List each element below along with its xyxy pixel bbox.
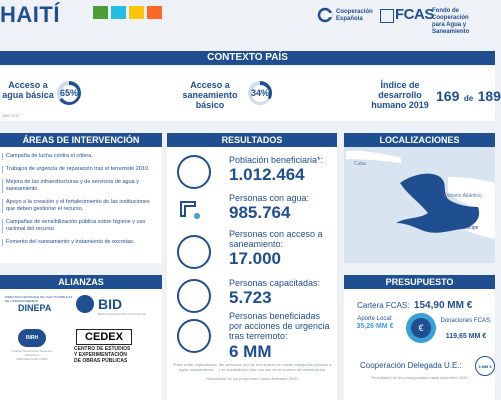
- agua-label: Acceso a agua básica: [2, 80, 54, 100]
- result-value: 5.723: [229, 288, 272, 307]
- contexto-source: JMP 2017: [2, 113, 20, 118]
- bid-logo: BID: [98, 296, 123, 312]
- aporte-value: 35,26 MM €: [356, 323, 394, 330]
- sdg-6-icon: [111, 6, 126, 19]
- areas-title: ÁREAS DE INTERVENCIÓN: [0, 133, 162, 147]
- cartera-fcas: Cartera FCAS: 154,90 MM €: [357, 300, 473, 311]
- dinepa-logo: DINEPA: [18, 303, 52, 313]
- presupuesto-source: Resultados de los presupuestos hasta diciembre 2020: [371, 375, 468, 380]
- alianzas-title: ALIANZAS: [0, 275, 162, 289]
- resultados-source: Resultados de los programas hasta diciembre 2020: [206, 376, 298, 381]
- euro-icon: €: [411, 318, 431, 338]
- sdg-3-icon: [93, 6, 108, 19]
- fcas-logo-icon: [380, 9, 394, 23]
- inrh-country: REPÚBLICA DE CUBA: [16, 357, 48, 361]
- resultados-title: RESULTADOS: [167, 133, 337, 147]
- training-icon: [177, 279, 211, 313]
- contexto-title: CONTEXTO PAÍS: [0, 51, 495, 65]
- sdg-9-icon: [147, 6, 162, 19]
- fcas-subtitle: Fondo de Cooperación para Agua y Saneamiento: [432, 8, 470, 35]
- idh-rank: 169 de 189: [436, 88, 501, 104]
- haiti-map: [344, 147, 495, 263]
- result-value: 1.012.464: [229, 165, 305, 184]
- inrh-logo: INRH: [18, 329, 46, 347]
- areas-panel: [0, 147, 162, 263]
- saneamiento-label: Acceso a saneamiento básico: [182, 80, 238, 110]
- sdg-7-icon: [129, 6, 144, 19]
- budget-donut: [406, 313, 436, 343]
- country-title: HAITÍ: [0, 2, 60, 27]
- sanitation-icon: [177, 235, 211, 269]
- donaciones-value: 119,65 MM €: [445, 333, 487, 340]
- bid-sub: Banco Interamericano de Desarrollo: [98, 312, 147, 316]
- list-item: Campañas de sensibilización pública sobre higiene y uso racional del recurso.: [2, 219, 152, 233]
- result-label: Personas beneficiadas por acciones de urgencia tras terremoto:: [229, 311, 330, 341]
- cuba-label: Cuba: [354, 161, 366, 167]
- water-tap-icon: [177, 192, 207, 222]
- inrh-sub: Instituto Nacional de Recursos Hidráulicos: [11, 349, 53, 357]
- agua-pct: 65%: [61, 85, 78, 102]
- resultados-panel: [167, 147, 337, 400]
- presupuesto-title: PRESUPUESTO: [344, 275, 495, 289]
- localizaciones-title: LOCALIZACIONES: [344, 133, 495, 147]
- alianzas-panel: [0, 289, 162, 400]
- result-value: 985.764: [229, 203, 291, 222]
- list-item: Campaña de lucha contra el cólera.: [2, 153, 152, 160]
- delegada-value: 3 MM €: [475, 356, 495, 376]
- fcas-title: FCAS: [395, 6, 434, 23]
- cedex-sub: CENTRO DE ESTUDIOS Y EXPERIMENTACIÓN DE OBRAS PÚBLICAS: [74, 346, 131, 364]
- list-item: Fomento del saneamiento y tratamiento de excretas.: [2, 239, 152, 246]
- saneamiento-pct: 34%: [252, 85, 269, 102]
- idh-label: Índice de desarrollo humano 2019: [371, 80, 429, 110]
- result-label: Personas con agua:: [229, 193, 310, 203]
- aporte-label: Aporte Local:: [357, 316, 393, 322]
- atlantic-label: Océano Atlántico: [444, 193, 482, 199]
- list-item: Mejora de las infraestructuras y de servicios de agua y saneamiento.: [2, 179, 152, 193]
- contexto-panel: [0, 66, 501, 121]
- dinepa-top: DIRECTION NATIONALE DE L'EAU POTABLE ET DE L'ASSAINISSEMENT: [5, 295, 73, 303]
- result-value: 6 MM: [229, 342, 272, 361]
- areas-list: [2, 153, 152, 252]
- cooperacion-logo-icon: [318, 8, 332, 22]
- bid-logo-icon: [76, 295, 94, 313]
- resultados-footnote: *Para evitar duplicidades, las personas que se encuentran en varias categorías (acceso a agua, saneamiento, ...) se contabilizan solo una vez en el número de beneficiarios: [172, 362, 332, 372]
- delegada-label: Cooperación Delegada U.E.:: [360, 361, 462, 370]
- localizaciones-map: [344, 147, 495, 263]
- cedex-logo: CEDEX: [76, 329, 132, 345]
- donaciones-label: Donaciones FCAS:: [440, 318, 492, 324]
- list-item: Apoyo a la creación y el fortalecimiento de las instituciones que deben gestionar el recurso.: [2, 199, 152, 213]
- cooperacion-text: Cooperación Española: [336, 9, 373, 22]
- list-item: Trabajos de urgencia de reparación tras el terremoto 2010.: [2, 166, 152, 173]
- result-label: Personas capacitadas:: [229, 278, 321, 288]
- result-label: Personas con acceso a saneamiento:: [229, 229, 323, 249]
- population-icon: [177, 155, 211, 189]
- saneamiento-donut: [248, 81, 272, 105]
- capital-label: Puerto Príncipe: [444, 225, 479, 231]
- presupuesto-panel: [344, 289, 495, 400]
- agua-donut: [57, 81, 81, 105]
- result-label: Población beneficiaria*:: [229, 155, 324, 165]
- earthquake-icon: [177, 319, 211, 353]
- result-value: 17.000: [229, 249, 281, 268]
